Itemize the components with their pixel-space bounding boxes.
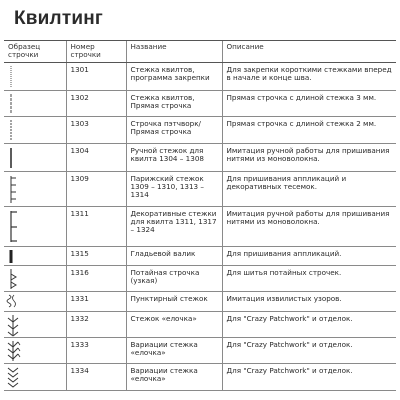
decorative-quilt-stitch-icon bbox=[4, 207, 64, 247]
header-name: Название bbox=[126, 41, 222, 63]
stitch-name: Строчка пэтчворк/ Прямая строчка bbox=[126, 117, 222, 144]
stitch-description: Для "Crazy Patchwork" и отделок. bbox=[222, 338, 396, 364]
stitch-number: 1304 bbox=[66, 144, 126, 172]
stitch-name: Стежок «елочка» bbox=[126, 312, 222, 338]
paris-stitch-icon bbox=[4, 172, 64, 207]
stitch-number: 1301 bbox=[66, 63, 126, 91]
stitch-number: 1302 bbox=[66, 91, 126, 117]
stitch-number: 1309 bbox=[66, 172, 126, 207]
stitch-name: Стежка квилтов, программа закрепки bbox=[126, 63, 222, 91]
header-sample: Образец строчки bbox=[4, 41, 66, 63]
header-description: Описание bbox=[222, 41, 396, 63]
page-title: Квилтинг bbox=[14, 8, 104, 29]
stitch-sample-cell bbox=[4, 117, 66, 144]
stitch-description: Прямая строчка с длиной стежка 3 мм. bbox=[222, 91, 396, 117]
stitch-description: Имитация ручной работы для пришивания нитями из моноволокна. bbox=[222, 144, 396, 172]
table-row bbox=[4, 172, 396, 207]
stitch-number: 1316 bbox=[66, 266, 126, 292]
stitch-number: 1303 bbox=[66, 117, 126, 144]
stitch-sample-cell bbox=[4, 172, 66, 207]
feather-stitch-icon bbox=[4, 312, 64, 338]
table-row bbox=[4, 266, 396, 292]
straight-stitch-short-icon bbox=[4, 117, 64, 144]
stitch-description: Для закрепки короткими стежками вперед в начале и конце шва. bbox=[222, 63, 396, 91]
stitch-name: Декоративные стежки для квилта 1311, 1317 – 1324 bbox=[126, 207, 222, 247]
stitch-sample-cell bbox=[4, 292, 66, 312]
stitch-name: Вариации стежка «елочка» bbox=[126, 338, 222, 364]
stitch-sample-cell bbox=[4, 91, 66, 117]
stitch-name: Гладьевой валик bbox=[126, 247, 222, 266]
table-row bbox=[4, 117, 396, 144]
table-row bbox=[4, 91, 396, 117]
stitch-number: 1311 bbox=[66, 207, 126, 247]
header-number: Номер строчки bbox=[66, 41, 126, 63]
table-row bbox=[4, 312, 396, 338]
stitch-description: Имитация извилистых узоров. bbox=[222, 292, 396, 312]
table-row bbox=[4, 63, 396, 91]
stitch-name: Пунктирный стежок bbox=[126, 292, 222, 312]
stitch-sample-cell bbox=[4, 312, 66, 338]
table-row bbox=[4, 144, 396, 172]
straight-stitch-icon bbox=[4, 91, 64, 117]
stitch-name: Стежка квилтов, Прямая строчка bbox=[126, 91, 222, 117]
feather-chevron-stitch-icon bbox=[4, 364, 64, 391]
stitch-sample-cell bbox=[4, 144, 66, 172]
stitch-sample-cell bbox=[4, 207, 66, 247]
table-row bbox=[4, 207, 396, 247]
stitch-description: Прямая строчка с длиной стежка 2 мм. bbox=[222, 117, 396, 144]
stitch-sample-cell bbox=[4, 247, 66, 266]
stitch-description: Для "Crazy Patchwork" и отделок. bbox=[222, 364, 396, 391]
stitch-name: Парижский стежок 1309 – 1310, 1313 – 1314 bbox=[126, 172, 222, 207]
stitch-sample-cell bbox=[4, 63, 66, 91]
table-row bbox=[4, 292, 396, 312]
table-row bbox=[4, 247, 396, 266]
stitch-sample-cell bbox=[4, 338, 66, 364]
stitch-name: Ручной стежок для квилта 1304 – 1308 bbox=[126, 144, 222, 172]
stitch-description: Для "Crazy Patchwork" и отделок. bbox=[222, 312, 396, 338]
stitch-number: 1334 bbox=[66, 364, 126, 391]
stitch-number: 1333 bbox=[66, 338, 126, 364]
satin-stitch-icon bbox=[4, 247, 64, 266]
stitch-name: Вариации стежка «елочка» bbox=[126, 364, 222, 391]
stitch-table bbox=[4, 40, 396, 391]
stitch-number: 1332 bbox=[66, 312, 126, 338]
stitch-number: 1331 bbox=[66, 292, 126, 312]
table-header-row bbox=[4, 41, 396, 63]
stitch-sample-cell bbox=[4, 266, 66, 292]
stitch-number: 1315 bbox=[66, 247, 126, 266]
stitch-description: Для пришивания аппликаций и декоративных тесемок. bbox=[222, 172, 396, 207]
stitch-name: Потайная строчка (узкая) bbox=[126, 266, 222, 292]
straight-stitch-fine-icon bbox=[4, 63, 64, 91]
feather-variation-stitch-icon bbox=[4, 338, 64, 364]
stitch-description: Для шитья потайных строчек. bbox=[222, 266, 396, 292]
hand-stitch-icon bbox=[4, 144, 64, 172]
blind-stitch-icon bbox=[4, 266, 64, 292]
stitch-sample-cell bbox=[4, 364, 66, 391]
stitch-description: Для пришивания аппликаций. bbox=[222, 247, 396, 266]
stipple-stitch-icon bbox=[4, 292, 64, 312]
table-row bbox=[4, 364, 396, 391]
stitch-description: Имитация ручной работы для пришивания нитями из моноволокна. bbox=[222, 207, 396, 247]
table-row bbox=[4, 338, 396, 364]
